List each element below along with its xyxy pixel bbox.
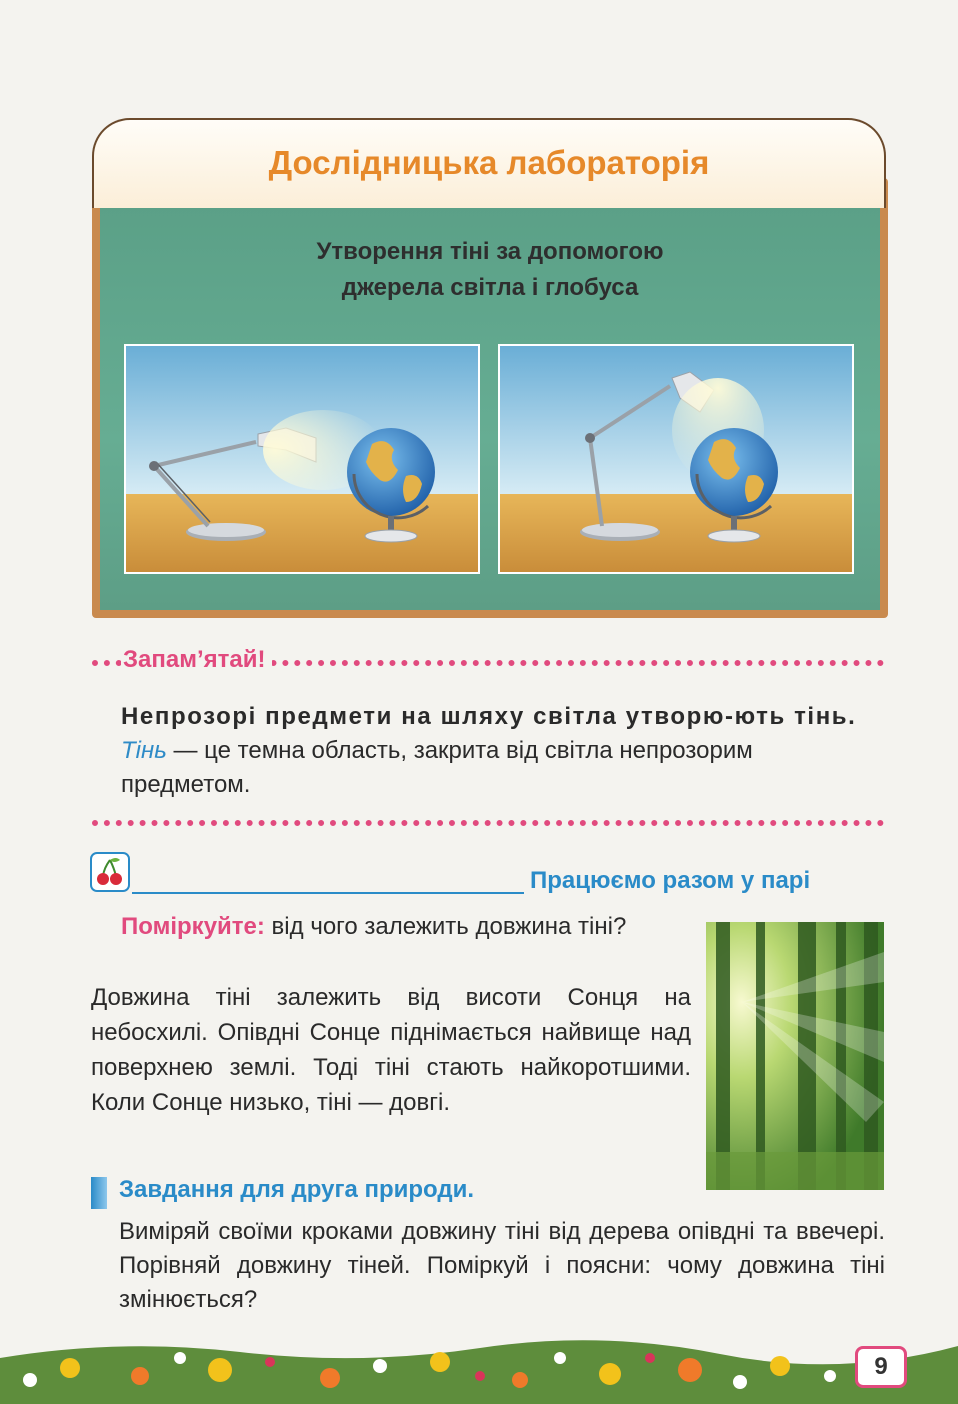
discussion-label: Поміркуйте: bbox=[121, 913, 265, 940]
scene-lamp-low bbox=[124, 344, 480, 574]
pair-divider bbox=[132, 892, 524, 894]
discussion-question-text: від чого залежить довжина тіні? bbox=[264, 913, 627, 940]
task-text: Виміряй своїми кроками довжину тіні від дерева опівдні та ввечері. Порівняй довжину тіней. Поміркуй і поясни: чому довжина тіні змінюється? bbox=[119, 1218, 885, 1313]
forest-photo bbox=[706, 922, 884, 1190]
cherries-icon bbox=[90, 852, 130, 892]
remember-definition: — це темна область, закрита від світла непрозорим предметом. bbox=[121, 737, 753, 798]
task-title: Завдання для друга природи. bbox=[119, 1176, 475, 1203]
pair-title: Працюємо разом у парі bbox=[530, 867, 811, 894]
lab-subtitle-line1: Утворення тіні за допомогою bbox=[316, 238, 664, 265]
lab-subtitle-line2: джерела світла і глобуса bbox=[341, 274, 639, 301]
remember-term: Тінь bbox=[121, 737, 167, 764]
scene-lamp-high bbox=[498, 344, 854, 574]
research-lab-section bbox=[92, 118, 888, 620]
lab-title: Дослідницька лабораторія bbox=[268, 144, 710, 181]
remember-bottom-divider bbox=[92, 820, 884, 826]
lab-subtitle bbox=[92, 234, 888, 306]
remember-text bbox=[121, 700, 885, 802]
remember-bold-text: Непрозорі предмети на шляху світла утворю-ють тінь. bbox=[121, 703, 857, 730]
discussion-answer: Довжина тіні залежить від висоти Сонця на небосхилі. Опівдні Сонце піднімається найвище над поверхнею землі. Тоді тіні стають найкоротшими. Коли Сонце низько, тіні — довгі. bbox=[91, 984, 691, 1116]
remember-title: Запам’ятай! bbox=[121, 646, 272, 674]
discussion-question bbox=[121, 910, 689, 944]
task-marker bbox=[91, 1177, 107, 1209]
flower-border bbox=[0, 1318, 958, 1404]
page-number: 9 bbox=[855, 1346, 907, 1388]
